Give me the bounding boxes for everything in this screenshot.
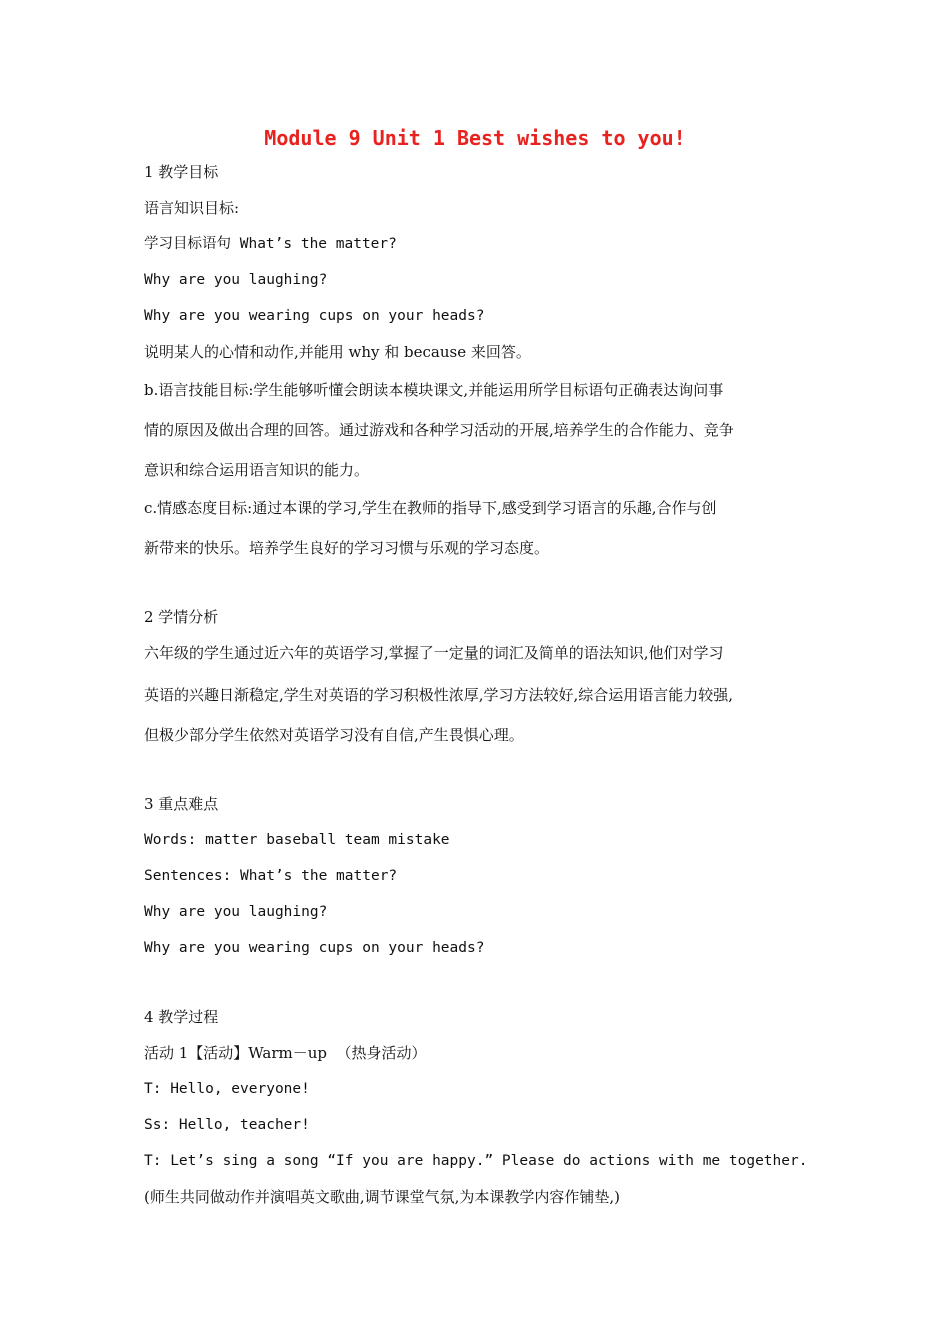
- analysis-line-1: 六年级的学生通过近六年的英语学习,掌握了一定量的词汇及简单的语法知识,他们对学习: [144, 644, 724, 662]
- key-words: Words: matter baseball team mistake: [144, 832, 450, 848]
- emotion-objective-line-1: c.情感态度目标:通过本课的学习,学生在教师的指导下,感受到学习语言的乐趣,合作与创: [144, 499, 717, 517]
- dialogue-students-1: Ss: Hello, teacher!: [144, 1117, 310, 1133]
- key-sentences: Sentences: What’s the matter?: [144, 868, 398, 884]
- emotion-objective-line-2: 新带来的快乐。培养学生良好的学习习惯与乐观的学习态度。: [144, 539, 550, 557]
- objective-question-1: Why are you laughing?: [144, 272, 328, 288]
- key-question-2: Why are you wearing cups on your heads?: [144, 940, 485, 956]
- section-heading-key-points: 3 重点难点: [144, 795, 219, 813]
- analysis-line-2: 英语的兴趣日渐稳定,学生对英语的学习积极性浓厚,学习方法较好,综合运用语言能力较强,: [144, 686, 734, 704]
- dialogue-teacher-2: T: Let’s sing a song “If you are happy.” Please do actions with me together.: [144, 1153, 808, 1169]
- dialogue-teacher-1: T: Hello, everyone!: [144, 1081, 310, 1097]
- section-heading-process: 4 教学过程: [144, 1008, 219, 1026]
- analysis-line-3: 但极少部分学生依然对英语学习没有自信,产生畏惧心理。: [144, 726, 524, 744]
- skill-objective-line-3: 意识和综合运用语言知识的能力。: [144, 461, 370, 479]
- objective-explanation: 说明某人的心情和动作,并能用 why 和 because 来回答。: [144, 343, 531, 361]
- section-heading-objectives: 1 教学目标: [144, 163, 219, 181]
- objective-language-knowledge: 语言知识目标:: [144, 199, 240, 217]
- document-title: Module 9 Unit 1 Best wishes to you!: [264, 126, 686, 150]
- objective-target-sentence: 学习目标语句 What’s the matter?: [144, 236, 397, 252]
- activity-note: (师生共同做动作并演唱英文歌曲,调节课堂气氛,为本课教学内容作铺垫,): [144, 1188, 621, 1206]
- key-question-1: Why are you laughing?: [144, 904, 328, 920]
- skill-objective-line-2: 情的原因及做出合理的回答。通过游戏和各种学习活动的开展,培养学生的合作能力、竞争: [144, 421, 734, 439]
- objective-question-2: Why are you wearing cups on your heads?: [144, 308, 485, 324]
- activity-1-title: 活动 1【活动】Warm－up （热身活动）: [144, 1044, 427, 1062]
- section-heading-analysis: 2 学情分析: [144, 608, 219, 626]
- skill-objective-line-1: b.语言技能目标:学生能够听懂会朗读本模块课文,并能运用所学目标语句正确表达询问事: [144, 381, 724, 399]
